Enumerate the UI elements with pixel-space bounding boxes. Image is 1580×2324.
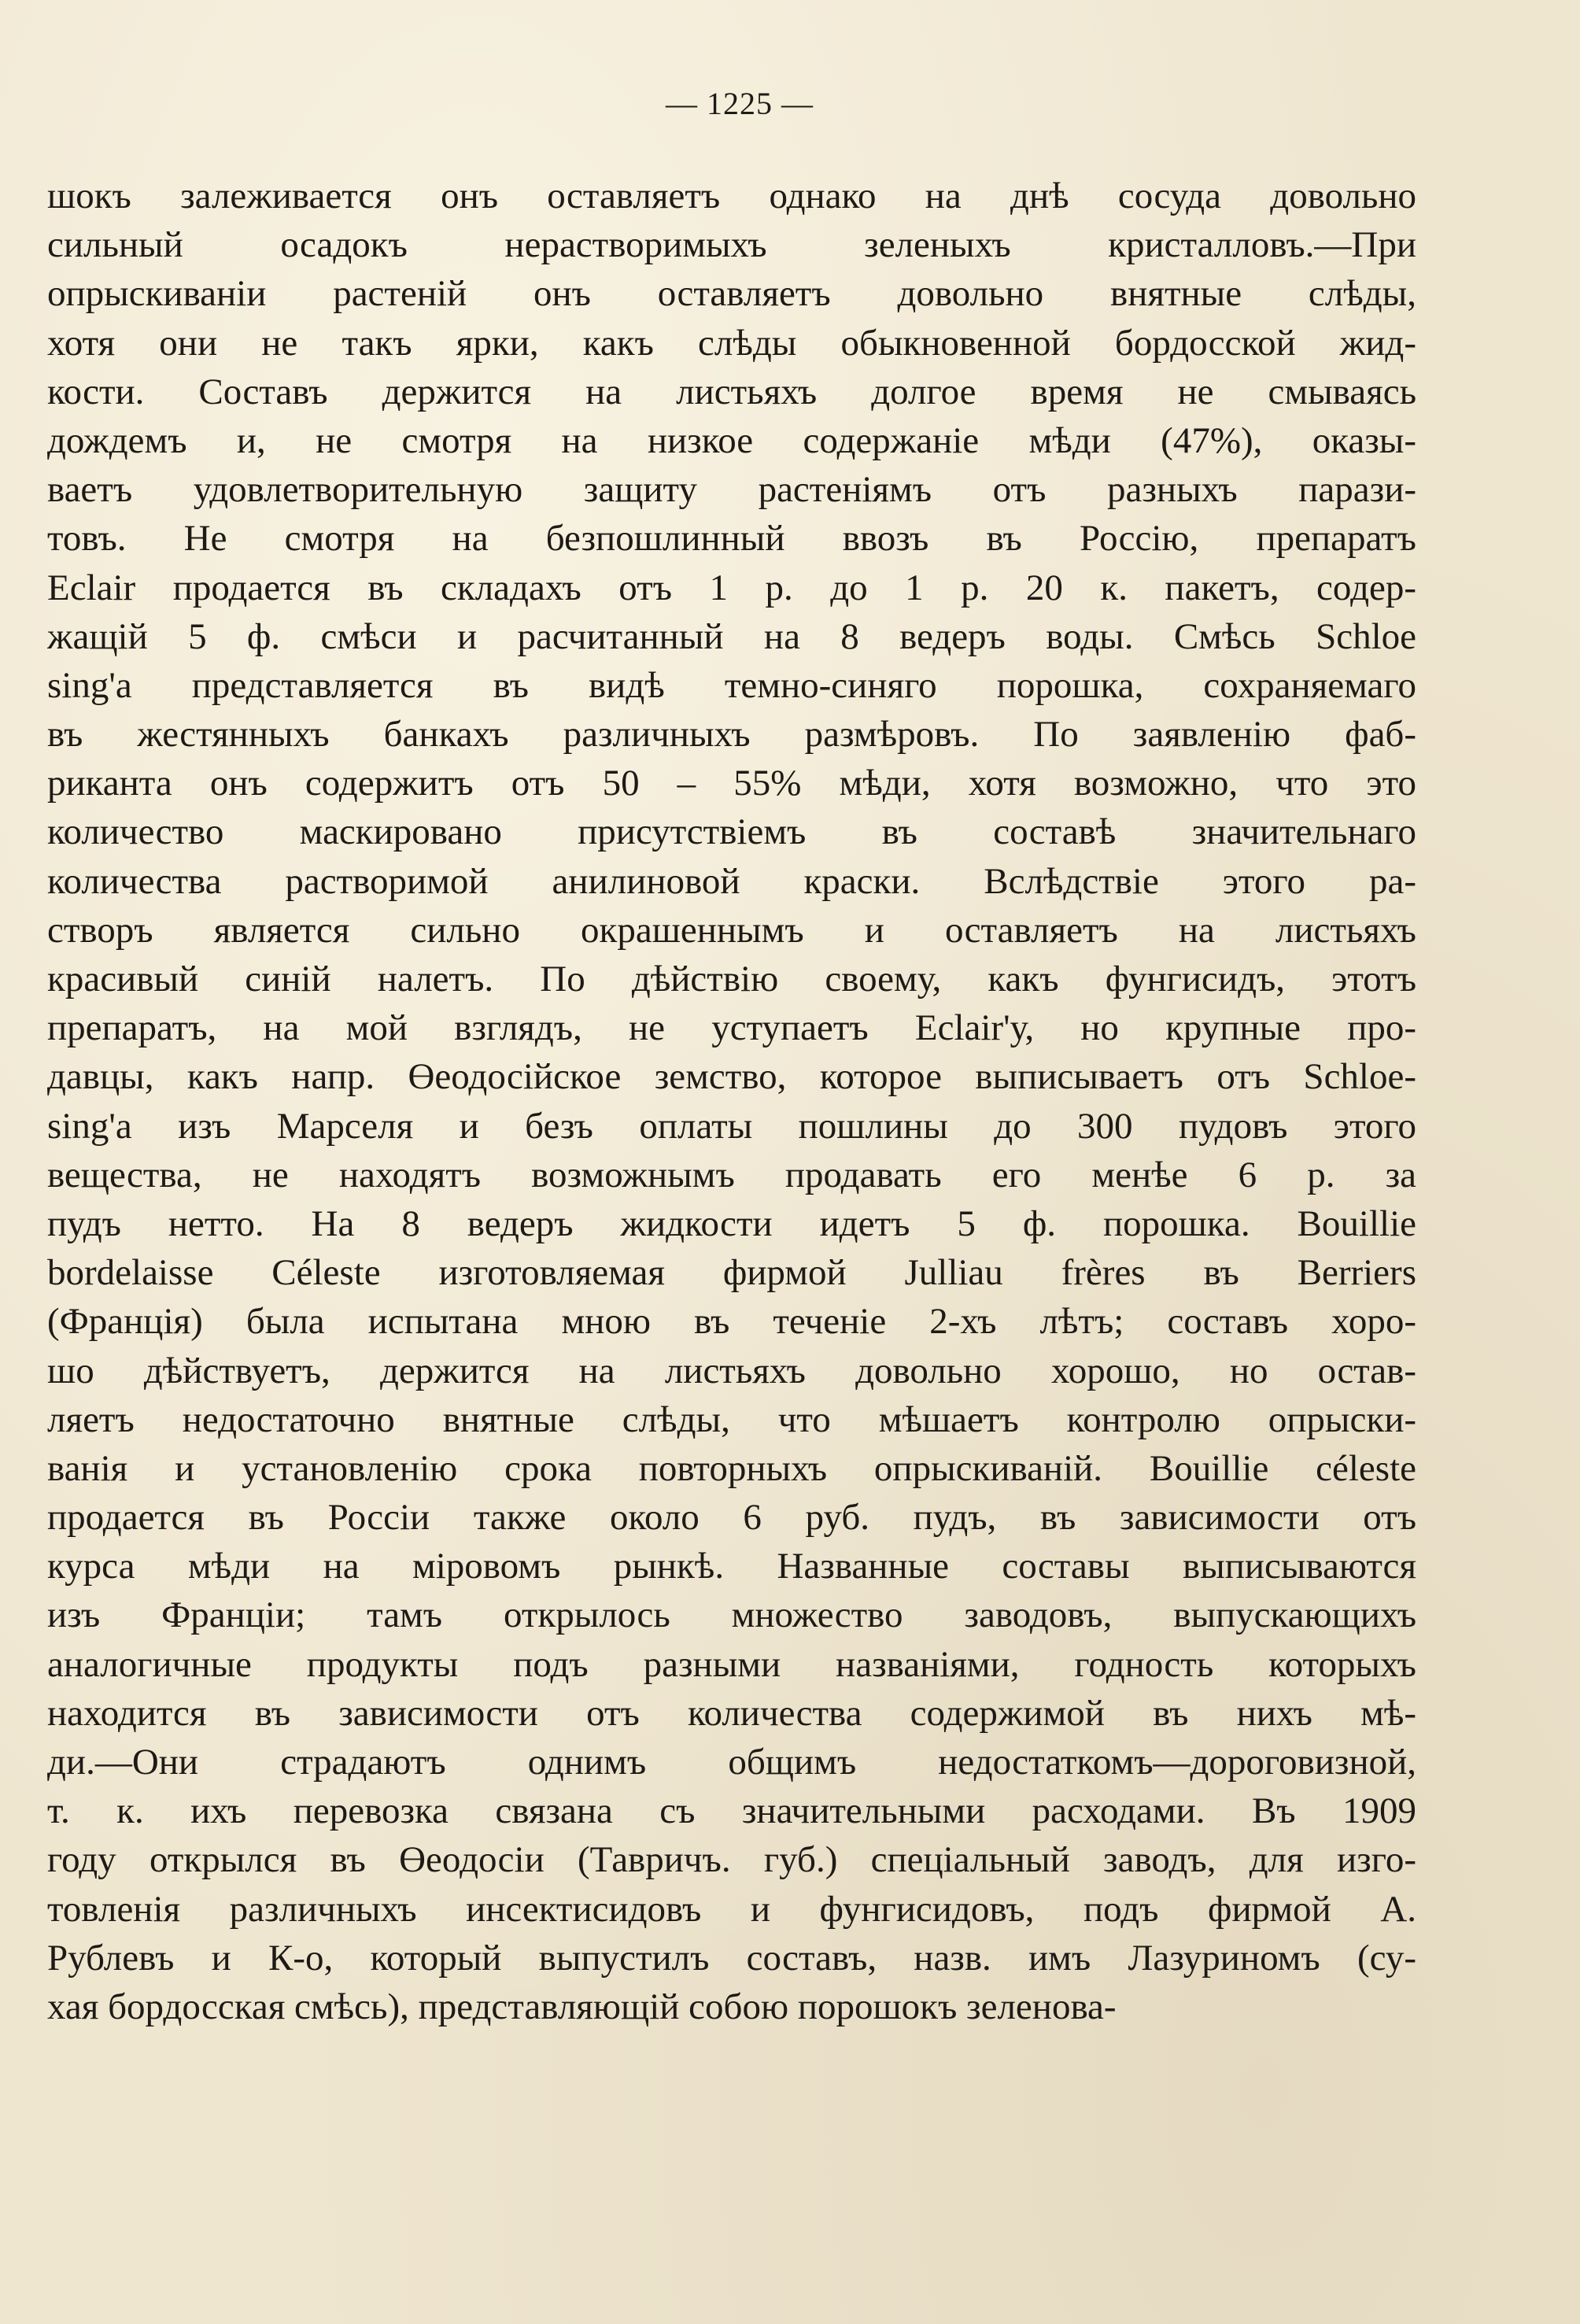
text-line: дождемъ и, не смотря на низкое содержанiе мѣди (47%), оказы- bbox=[47, 419, 1416, 461]
text-line: году открылся въ Өеодосiи (Тавричъ. губ.) спецiальный заводъ, для изго- bbox=[47, 1839, 1416, 1881]
text-line: количество маскировано присутствiемъ въ составѣ значительнаго bbox=[47, 811, 1416, 853]
text-line: товленiя различныхъ инсектисидовъ и фунгисидовъ, подъ фирмой А. bbox=[47, 1888, 1416, 1930]
text-line: находится въ зависимости отъ количества содержимой въ нихъ мѣ- bbox=[47, 1692, 1416, 1734]
text-line: аналогичные продукты подъ разными названiями, годность которыхъ bbox=[47, 1643, 1416, 1685]
text-line: риканта онъ содержитъ отъ 50 – 55% мѣди, хотя возможно, что это bbox=[47, 763, 1416, 804]
text-line: створъ является сильно окрашеннымъ и оставляетъ на листьяхъ bbox=[47, 909, 1416, 951]
text-line: пудъ нетто. На 8 ведеръ жидкости идетъ 5 ф. порошка. Bouillie bbox=[47, 1203, 1416, 1244]
text-line: красивый синiй налетъ. По дѣйствiю своему, какъ фунгисидъ, этотъ bbox=[47, 959, 1416, 999]
text-line: ляетъ недостаточно внятные слѣды, что мѣшаетъ контролю опрыски- bbox=[47, 1398, 1416, 1440]
text-line: вещества, не находятъ возможнымъ продавать его менѣе 6 р. за bbox=[47, 1154, 1416, 1195]
text-line: въ жестянныхъ банкахъ различныхъ размѣровъ. По заявленiю фаб- bbox=[47, 714, 1416, 756]
text-line: сильный осадокъ нерастворимыхъ зеленыхъ кристалловъ.—При bbox=[47, 224, 1416, 266]
text-line: жащiй 5 ф. смѣси и расчитанный на 8 ведеръ воды. Смѣсь Schloe bbox=[47, 615, 1416, 657]
text-line: хая бордосская смѣсь), представляющiй собою порошокъ зеленова- bbox=[47, 1986, 1117, 2027]
text-line: шокъ залеживается онъ оставляетъ однако на днѣ сосуда довольно bbox=[47, 176, 1416, 216]
text-line: Eclair продается въ складахъ отъ 1 р. до 1 р. 20 к. пакетъ, содер- bbox=[47, 567, 1416, 608]
text-line: sing'а изъ Марселя и безъ оплаты пошлины до 300 пудовъ этого bbox=[47, 1105, 1416, 1147]
text-line: ваетъ удовлетворительную защиту растенiямъ отъ разныхъ парази- bbox=[47, 469, 1416, 511]
text-line: опрыскиванiи растенiй онъ оставляетъ довольно внятные слѣды, bbox=[47, 273, 1416, 315]
text-line: кости. Составъ держится на листьяхъ долгое время не смываясь bbox=[47, 371, 1416, 412]
text-line: хотя они не такъ ярки, какъ слѣды обыкновенной бордосской жид- bbox=[47, 322, 1416, 364]
text-line: sing'а представляется въ видѣ темно-синяго порошка, сохраняемаго bbox=[47, 664, 1416, 706]
text-line: давцы, какъ напр. Өеодосiйское земство, которое выписываетъ отъ Schloe- bbox=[47, 1056, 1416, 1098]
text-line: т. к. ихъ перевозка связана съ значительными расходами. Въ 1909 bbox=[47, 1790, 1416, 1832]
text-line: препаратъ, на мой взглядъ, не уступаетъ Eclair'у, но крупные про- bbox=[47, 1007, 1416, 1049]
text-line: ванiя и установленiю срока повторныхъ опрыскиванiй. Bouillie céleste bbox=[47, 1447, 1416, 1489]
text-line: количества растворимой анилиновой краски. Вслѣдствiе этого ра- bbox=[47, 860, 1416, 902]
text-line: ди.—Они страдаютъ однимъ общимъ недостаткомъ—дороговизной, bbox=[47, 1742, 1416, 1783]
text-line: товъ. Не смотря на безпошлинный ввозъ въ Россiю, препаратъ bbox=[47, 518, 1416, 560]
text-line: шо дѣйствуетъ, держится на листьяхъ довольно хорошо, но остав- bbox=[47, 1350, 1416, 1391]
text-line: bordelaisse Céleste изготовляемая фирмой Julliau frères въ Berriers bbox=[47, 1252, 1416, 1294]
text-line: Рублевъ и К-о, который выпустилъ составъ, назв. имъ Лазуриномъ (су- bbox=[47, 1937, 1416, 1979]
body-text bbox=[47, 172, 1416, 2031]
page-number: — 1225 — bbox=[666, 86, 814, 121]
text-line: курса мѣди на мiровомъ рынкѣ. Названные составы выписываются bbox=[47, 1546, 1416, 1587]
text-line: изъ Францiи; тамъ открылось множество заводовъ, выпускающихъ bbox=[47, 1594, 1416, 1636]
text-line: продается въ Россiи также около 6 руб. пудъ, въ зависимости отъ bbox=[47, 1497, 1416, 1539]
text-line: (Францiя) была испытана мною въ теченiе 2-хъ лѣтъ; составъ хоро- bbox=[47, 1301, 1416, 1343]
